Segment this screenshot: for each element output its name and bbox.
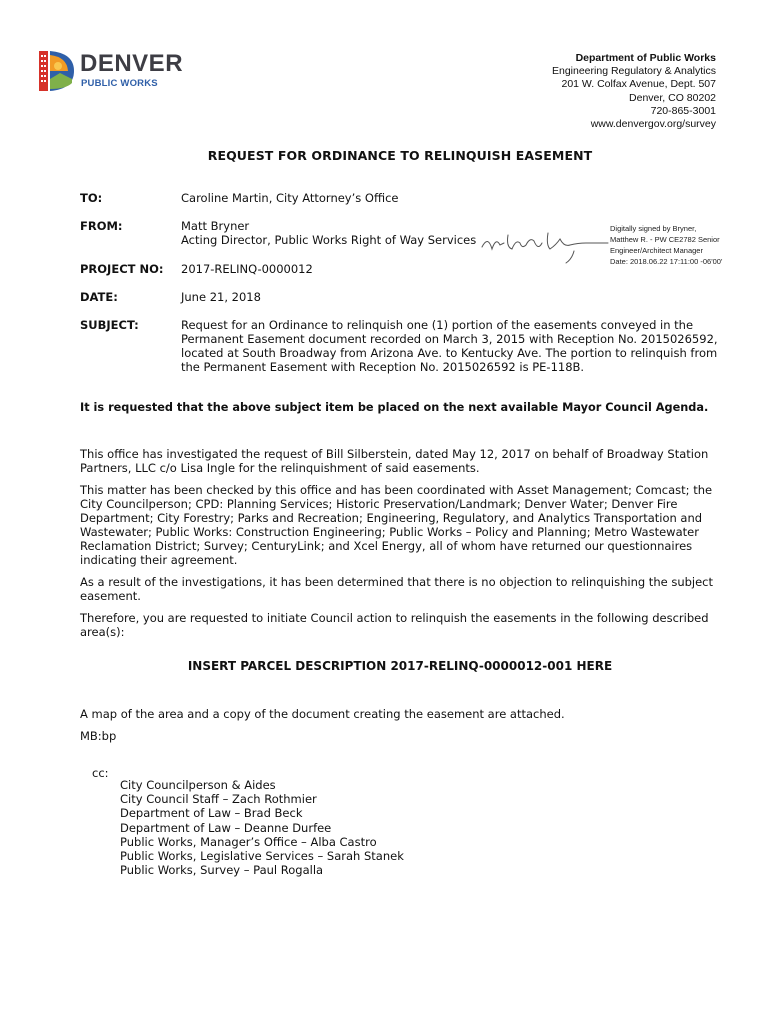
signature-note-line: Digitally signed by Bryner, bbox=[610, 224, 697, 233]
cc-recipient-list bbox=[120, 778, 404, 877]
cc-recipient: Department of Law – Brad Beck bbox=[120, 806, 303, 821]
paragraph-coordination: This matter has been checked by this office and has been coordinated with Asset Management; Comcast; the City Councilperson; CPD: Planning Services; Historic Preservation/Landmark; Denver Water; Denver Fire Department; City Forestry; Parks and Recreation; Engineering, Regulatory, and Analytics Transportation and Wastewater; Public Works: Construction Engineering; Public Works – Policy and Planning; Metro Wastewater Reclamation District; Survey; CenturyLink; and Xcel Energy, all of whom have returned our questionnaires indicating their agreement. bbox=[80, 483, 713, 567]
denver-public-works-logo bbox=[38, 49, 198, 95]
document-title: REQUEST FOR ORDINANCE TO RELINQUISH EASEMENT bbox=[207, 148, 593, 163]
logo-title: DENVER bbox=[80, 50, 184, 77]
subject-label: SUBJECT: bbox=[80, 318, 139, 332]
from-label: FROM: bbox=[80, 219, 123, 233]
paragraph-investigation: This office has investigated the request of Bill Silberstein, dated May 12, 2017 on behalf of Broadway Station Partners, LLC c/o Lisa Ingle for the relinquishment of said easements. bbox=[80, 447, 709, 475]
department-line: 720-865-3001 bbox=[650, 104, 716, 117]
attachment-note: A map of the area and a copy of the document creating the easement are attached. bbox=[80, 707, 565, 721]
cc-recipient: Public Works, Legislative Services – Sarah Stanek bbox=[120, 849, 404, 864]
signature-note-date: Date: 2018.06.22 17:11:00 -06'00' bbox=[610, 257, 723, 266]
cc-recipient: City Council Staff – Zach Rothmier bbox=[120, 792, 317, 807]
to-label: TO: bbox=[80, 191, 103, 205]
logo-subtitle: PUBLIC WORKS bbox=[81, 78, 158, 89]
subject-value: Request for an Ordinance to relinquish one (1) portion of the easements conveyed in the Permanent Easement document recorded on March 3, 2015 with Reception No. 2015026592, located at South Broadway from Arizona Ave. to Kentucky Ave. The portion to relinquish from the Permanent Easement with Reception No. 2015026592 is PE-118B. bbox=[181, 318, 718, 374]
signature-note-line: Engineer/Architect Manager bbox=[610, 246, 703, 255]
project-label: PROJECT NO: bbox=[80, 262, 164, 276]
cc-recipient: Public Works, Survey – Paul Rogalla bbox=[120, 863, 324, 878]
project-number: 2017-RELINQ-0000012 bbox=[181, 262, 313, 276]
paragraph-council-action: Therefore, you are requested to initiate Council action to relinquish the easements in the following described area(s): bbox=[80, 611, 709, 639]
to-value: Caroline Martin, City Attorney’s Office bbox=[181, 191, 399, 205]
cc-label: cc: bbox=[92, 766, 109, 780]
cc-recipient: City Councilperson & Aides bbox=[120, 778, 276, 792]
department-line: Engineering Regulatory & Analytics bbox=[551, 65, 716, 78]
department-name: Department of Public Works bbox=[575, 52, 716, 64]
initials: MB:bp bbox=[80, 729, 117, 743]
from-title: Acting Director, Public Works Right of Way Services bbox=[181, 233, 477, 247]
department-website: www.denvergov.org/survey bbox=[590, 118, 716, 131]
department-address-block bbox=[552, 52, 716, 131]
agenda-request: It is requested that the above subject item be placed on the next available Mayor Council Agenda. bbox=[80, 401, 709, 414]
date-value: June 21, 2018 bbox=[181, 290, 261, 304]
paragraph-result: As a result of the investigations, it has been determined that there is no objection to relinquishing the subject easement. bbox=[80, 575, 714, 603]
department-line: 201 W. Colfax Avenue, Dept. 507 bbox=[561, 78, 716, 91]
from-name: Matt Bryner bbox=[181, 219, 250, 233]
date-label: DATE: bbox=[80, 290, 118, 304]
signature-note-line: Matthew R. - PW CE2782 Senior bbox=[610, 235, 720, 244]
department-line: Denver, CO 80202 bbox=[629, 91, 716, 104]
denver-logo-icon bbox=[38, 49, 76, 93]
cc-recipient: Department of Law – Deanne Durfee bbox=[120, 820, 332, 835]
cc-recipient: Public Works, Manager’s Office – Alba Castro bbox=[120, 834, 377, 849]
digital-signature-note bbox=[610, 223, 760, 267]
handwritten-signature bbox=[478, 225, 618, 265]
parcel-description-placeholder: INSERT PARCEL DESCRIPTION 2017-RELINQ-0000012-001 HERE bbox=[187, 659, 613, 673]
